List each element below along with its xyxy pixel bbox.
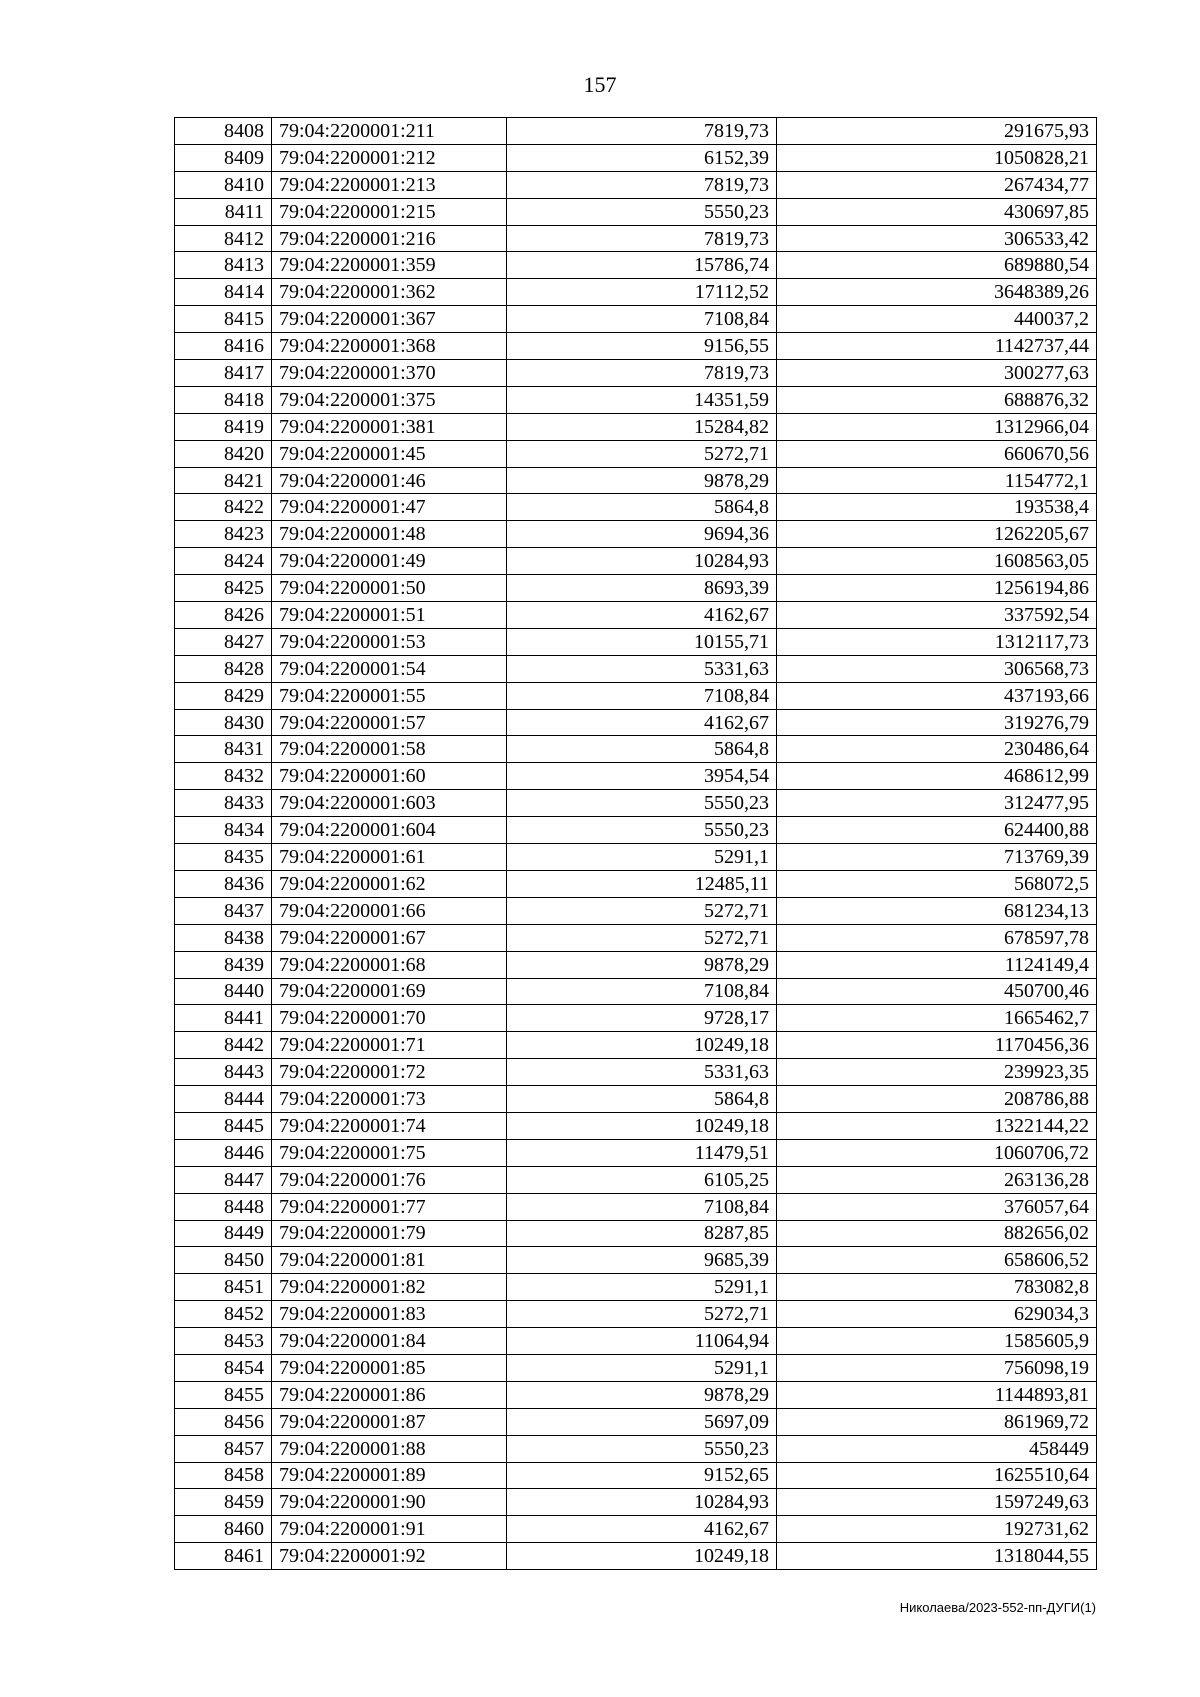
table-row — [175, 1462, 1097, 1489]
table-row — [175, 252, 1097, 279]
value-a-cell: 3954,54 — [507, 763, 777, 790]
value-b-cell: 230486,64 — [777, 736, 1097, 763]
value-b-cell: 239923,35 — [777, 1059, 1097, 1086]
cadastral-number-cell: 79:04:2200001:73 — [272, 1086, 507, 1113]
value-a-cell: 9156,55 — [507, 333, 777, 360]
row-number-cell: 8437 — [175, 897, 272, 924]
value-b-cell: 756098,19 — [777, 1354, 1097, 1381]
cadastral-number-cell: 79:04:2200001:216 — [272, 225, 507, 252]
value-b-cell: 430697,85 — [777, 198, 1097, 225]
table-row — [175, 682, 1097, 709]
value-a-cell: 10249,18 — [507, 1543, 777, 1570]
value-a-cell: 5550,23 — [507, 790, 777, 817]
value-a-cell: 9728,17 — [507, 1005, 777, 1032]
page-number: 157 — [583, 72, 617, 97]
cadastral-number-cell: 79:04:2200001:70 — [272, 1005, 507, 1032]
value-b-cell: 1060706,72 — [777, 1139, 1097, 1166]
cadastral-number-cell: 79:04:2200001:212 — [272, 144, 507, 171]
table-row — [175, 602, 1097, 629]
value-b-cell: 1312117,73 — [777, 628, 1097, 655]
value-a-cell: 7108,84 — [507, 1193, 777, 1220]
value-a-cell: 12485,11 — [507, 870, 777, 897]
value-b-cell: 337592,54 — [777, 602, 1097, 629]
value-b-cell: 1318044,55 — [777, 1543, 1097, 1570]
document-code: Николаева/2023-552-пп-ДУГИ(1) — [899, 1600, 1096, 1615]
table-row — [175, 575, 1097, 602]
table-row — [175, 1139, 1097, 1166]
table-row — [175, 1220, 1097, 1247]
cadastral-number-cell: 79:04:2200001:71 — [272, 1032, 507, 1059]
value-a-cell: 10155,71 — [507, 628, 777, 655]
cadastral-number-cell: 79:04:2200001:79 — [272, 1220, 507, 1247]
table-row — [175, 655, 1097, 682]
row-number-cell: 8431 — [175, 736, 272, 763]
value-b-cell: 319276,79 — [777, 709, 1097, 736]
row-number-cell: 8411 — [175, 198, 272, 225]
value-a-cell: 6152,39 — [507, 144, 777, 171]
value-b-cell: 450700,46 — [777, 978, 1097, 1005]
table-row — [175, 360, 1097, 387]
table-row — [175, 1516, 1097, 1543]
value-b-cell: 1050828,21 — [777, 144, 1097, 171]
cadastral-number-cell: 79:04:2200001:57 — [272, 709, 507, 736]
table-body — [175, 118, 1097, 1570]
row-number-cell: 8436 — [175, 870, 272, 897]
value-b-cell: 1597249,63 — [777, 1489, 1097, 1516]
cadastral-number-cell: 79:04:2200001:88 — [272, 1435, 507, 1462]
value-b-cell: 458449 — [777, 1435, 1097, 1462]
value-a-cell: 9685,39 — [507, 1247, 777, 1274]
value-b-cell: 713769,39 — [777, 844, 1097, 871]
cadastral-number-cell: 79:04:2200001:81 — [272, 1247, 507, 1274]
cadastral-number-cell: 79:04:2200001:72 — [272, 1059, 507, 1086]
value-a-cell: 5272,71 — [507, 1301, 777, 1328]
table-row — [175, 386, 1097, 413]
row-number-cell: 8447 — [175, 1166, 272, 1193]
cadastral-number-cell: 79:04:2200001:368 — [272, 333, 507, 360]
value-b-cell: 306568,73 — [777, 655, 1097, 682]
row-number-cell: 8414 — [175, 279, 272, 306]
table-row — [175, 709, 1097, 736]
value-a-cell: 5864,8 — [507, 1086, 777, 1113]
cadastral-number-cell: 79:04:2200001:83 — [272, 1301, 507, 1328]
cadastral-number-cell: 79:04:2200001:89 — [272, 1462, 507, 1489]
value-b-cell: 658606,52 — [777, 1247, 1097, 1274]
row-number-cell: 8443 — [175, 1059, 272, 1086]
cadastral-number-cell: 79:04:2200001:603 — [272, 790, 507, 817]
cadastral-number-cell: 79:04:2200001:86 — [272, 1381, 507, 1408]
value-b-cell: 300277,63 — [777, 360, 1097, 387]
cadastral-number-cell: 79:04:2200001:84 — [272, 1328, 507, 1355]
cadastral-number-cell: 79:04:2200001:74 — [272, 1112, 507, 1139]
cadastral-number-cell: 79:04:2200001:87 — [272, 1408, 507, 1435]
row-number-cell: 8446 — [175, 1139, 272, 1166]
row-number-cell: 8438 — [175, 924, 272, 951]
cadastral-number-cell: 79:04:2200001:381 — [272, 413, 507, 440]
table-row — [175, 548, 1097, 575]
row-number-cell: 8423 — [175, 521, 272, 548]
value-b-cell: 1154772,1 — [777, 467, 1097, 494]
cadastral-number-cell: 79:04:2200001:604 — [272, 817, 507, 844]
row-number-cell: 8419 — [175, 413, 272, 440]
cadastral-number-cell: 79:04:2200001:48 — [272, 521, 507, 548]
table-row — [175, 118, 1097, 145]
row-number-cell: 8434 — [175, 817, 272, 844]
value-a-cell: 11064,94 — [507, 1328, 777, 1355]
row-number-cell: 8410 — [175, 171, 272, 198]
row-number-cell: 8433 — [175, 790, 272, 817]
value-b-cell: 3648389,26 — [777, 279, 1097, 306]
row-number-cell: 8426 — [175, 602, 272, 629]
table-row — [175, 279, 1097, 306]
row-number-cell: 8409 — [175, 144, 272, 171]
value-a-cell: 7108,84 — [507, 306, 777, 333]
row-number-cell: 8416 — [175, 333, 272, 360]
value-b-cell: 568072,5 — [777, 870, 1097, 897]
value-a-cell: 4162,67 — [507, 1516, 777, 1543]
value-b-cell: 882656,02 — [777, 1220, 1097, 1247]
cadastral-number-cell: 79:04:2200001:68 — [272, 951, 507, 978]
cadastral-number-cell: 79:04:2200001:51 — [272, 602, 507, 629]
cadastral-number-cell: 79:04:2200001:215 — [272, 198, 507, 225]
cadastral-number-cell: 79:04:2200001:46 — [272, 467, 507, 494]
value-a-cell: 15284,82 — [507, 413, 777, 440]
value-a-cell: 5291,1 — [507, 1354, 777, 1381]
cadastral-number-cell: 79:04:2200001:77 — [272, 1193, 507, 1220]
table-row — [175, 494, 1097, 521]
row-number-cell: 8452 — [175, 1301, 272, 1328]
value-a-cell: 4162,67 — [507, 709, 777, 736]
row-number-cell: 8429 — [175, 682, 272, 709]
table-row — [175, 413, 1097, 440]
table-row — [175, 1166, 1097, 1193]
value-b-cell: 1256194,86 — [777, 575, 1097, 602]
value-b-cell: 681234,13 — [777, 897, 1097, 924]
value-a-cell: 5550,23 — [507, 198, 777, 225]
value-b-cell: 1124149,4 — [777, 951, 1097, 978]
value-b-cell: 440037,2 — [777, 306, 1097, 333]
cadastral-number-cell: 79:04:2200001:62 — [272, 870, 507, 897]
value-b-cell: 312477,95 — [777, 790, 1097, 817]
cadastral-number-cell: 79:04:2200001:76 — [272, 1166, 507, 1193]
cadastral-number-cell: 79:04:2200001:367 — [272, 306, 507, 333]
value-b-cell: 263136,28 — [777, 1166, 1097, 1193]
row-number-cell: 8422 — [175, 494, 272, 521]
row-number-cell: 8412 — [175, 225, 272, 252]
cadastral-number-cell: 79:04:2200001:82 — [272, 1274, 507, 1301]
row-number-cell: 8428 — [175, 655, 272, 682]
table-row — [175, 1032, 1097, 1059]
table-row — [175, 1112, 1097, 1139]
cadastral-number-cell: 79:04:2200001:66 — [272, 897, 507, 924]
value-b-cell: 689880,54 — [777, 252, 1097, 279]
value-a-cell: 6105,25 — [507, 1166, 777, 1193]
value-a-cell: 17112,52 — [507, 279, 777, 306]
value-b-cell: 783082,8 — [777, 1274, 1097, 1301]
table-row — [175, 870, 1097, 897]
value-b-cell: 660670,56 — [777, 440, 1097, 467]
cadastral-number-cell: 79:04:2200001:67 — [272, 924, 507, 951]
value-a-cell: 10249,18 — [507, 1112, 777, 1139]
cadastral-number-cell: 79:04:2200001:90 — [272, 1489, 507, 1516]
table-row — [175, 1543, 1097, 1570]
row-number-cell: 8450 — [175, 1247, 272, 1274]
row-number-cell: 8413 — [175, 252, 272, 279]
table-row — [175, 1381, 1097, 1408]
value-b-cell: 1262205,67 — [777, 521, 1097, 548]
value-a-cell: 5272,71 — [507, 924, 777, 951]
row-number-cell: 8448 — [175, 1193, 272, 1220]
value-a-cell: 7819,73 — [507, 225, 777, 252]
cadastral-number-cell: 79:04:2200001:50 — [272, 575, 507, 602]
cadastral-number-cell: 79:04:2200001:55 — [272, 682, 507, 709]
table-row — [175, 1328, 1097, 1355]
row-number-cell: 8459 — [175, 1489, 272, 1516]
value-a-cell: 9878,29 — [507, 951, 777, 978]
value-b-cell: 678597,78 — [777, 924, 1097, 951]
table-row — [175, 467, 1097, 494]
table-row — [175, 225, 1097, 252]
cadastral-number-cell: 79:04:2200001:45 — [272, 440, 507, 467]
row-number-cell: 8457 — [175, 1435, 272, 1462]
table-row — [175, 1059, 1097, 1086]
table-row — [175, 198, 1097, 225]
value-a-cell: 7819,73 — [507, 171, 777, 198]
cadastral-number-cell: 79:04:2200001:69 — [272, 978, 507, 1005]
value-b-cell: 267434,77 — [777, 171, 1097, 198]
value-b-cell: 1665462,7 — [777, 1005, 1097, 1032]
value-a-cell: 15786,74 — [507, 252, 777, 279]
value-b-cell: 1312966,04 — [777, 413, 1097, 440]
value-a-cell: 5550,23 — [507, 817, 777, 844]
row-number-cell: 8425 — [175, 575, 272, 602]
row-number-cell: 8430 — [175, 709, 272, 736]
value-a-cell: 9878,29 — [507, 467, 777, 494]
row-number-cell: 8453 — [175, 1328, 272, 1355]
value-a-cell: 5331,63 — [507, 1059, 777, 1086]
value-a-cell: 7108,84 — [507, 682, 777, 709]
value-b-cell: 437193,66 — [777, 682, 1097, 709]
value-a-cell: 7819,73 — [507, 118, 777, 145]
value-a-cell: 5864,8 — [507, 494, 777, 521]
cadastral-number-cell: 79:04:2200001:54 — [272, 655, 507, 682]
row-number-cell: 8408 — [175, 118, 272, 145]
value-a-cell: 9694,36 — [507, 521, 777, 548]
row-number-cell: 8424 — [175, 548, 272, 575]
row-number-cell: 8455 — [175, 1381, 272, 1408]
table-row — [175, 1274, 1097, 1301]
table-row — [175, 844, 1097, 871]
row-number-cell: 8421 — [175, 467, 272, 494]
cadastral-number-cell: 79:04:2200001:362 — [272, 279, 507, 306]
row-number-cell: 8454 — [175, 1354, 272, 1381]
cadastral-number-cell: 79:04:2200001:375 — [272, 386, 507, 413]
row-number-cell: 8451 — [175, 1274, 272, 1301]
value-a-cell: 9878,29 — [507, 1381, 777, 1408]
value-b-cell: 291675,93 — [777, 118, 1097, 145]
value-b-cell: 192731,62 — [777, 1516, 1097, 1543]
row-number-cell: 8460 — [175, 1516, 272, 1543]
value-a-cell: 5331,63 — [507, 655, 777, 682]
table-row — [175, 817, 1097, 844]
value-b-cell: 376057,64 — [777, 1193, 1097, 1220]
value-b-cell: 629034,3 — [777, 1301, 1097, 1328]
row-number-cell: 8415 — [175, 306, 272, 333]
value-b-cell: 1625510,64 — [777, 1462, 1097, 1489]
row-number-cell: 8445 — [175, 1112, 272, 1139]
value-a-cell: 5272,71 — [507, 897, 777, 924]
row-number-cell: 8432 — [175, 763, 272, 790]
table-row — [175, 736, 1097, 763]
row-number-cell: 8435 — [175, 844, 272, 871]
value-a-cell: 5550,23 — [507, 1435, 777, 1462]
cadastral-number-cell: 79:04:2200001:213 — [272, 171, 507, 198]
table-row — [175, 144, 1097, 171]
value-a-cell: 10249,18 — [507, 1032, 777, 1059]
row-number-cell: 8458 — [175, 1462, 272, 1489]
row-number-cell: 8456 — [175, 1408, 272, 1435]
value-b-cell: 468612,99 — [777, 763, 1097, 790]
row-number-cell: 8449 — [175, 1220, 272, 1247]
value-a-cell: 5697,09 — [507, 1408, 777, 1435]
value-b-cell: 1608563,05 — [777, 548, 1097, 575]
cadastral-number-cell: 79:04:2200001:49 — [272, 548, 507, 575]
value-a-cell: 7108,84 — [507, 978, 777, 1005]
table-row — [175, 1489, 1097, 1516]
value-a-cell: 14351,59 — [507, 386, 777, 413]
table-row — [175, 924, 1097, 951]
table-row — [175, 521, 1097, 548]
value-a-cell: 5291,1 — [507, 844, 777, 871]
value-a-cell: 8693,39 — [507, 575, 777, 602]
cadastral-number-cell: 79:04:2200001:370 — [272, 360, 507, 387]
value-a-cell: 5272,71 — [507, 440, 777, 467]
value-b-cell: 624400,88 — [777, 817, 1097, 844]
table-row — [175, 1086, 1097, 1113]
cadastral-number-cell: 79:04:2200001:75 — [272, 1139, 507, 1166]
table-row — [175, 628, 1097, 655]
value-b-cell: 208786,88 — [777, 1086, 1097, 1113]
value-b-cell: 1322144,22 — [777, 1112, 1097, 1139]
value-a-cell: 11479,51 — [507, 1139, 777, 1166]
table-row — [175, 1005, 1097, 1032]
row-number-cell: 8461 — [175, 1543, 272, 1570]
table-row — [175, 1247, 1097, 1274]
table-row — [175, 763, 1097, 790]
value-a-cell: 7819,73 — [507, 360, 777, 387]
row-number-cell: 8417 — [175, 360, 272, 387]
cadastral-number-cell: 79:04:2200001:58 — [272, 736, 507, 763]
value-a-cell: 9152,65 — [507, 1462, 777, 1489]
value-a-cell: 5291,1 — [507, 1274, 777, 1301]
cadastral-number-cell: 79:04:2200001:47 — [272, 494, 507, 521]
cadastral-number-cell: 79:04:2200001:92 — [272, 1543, 507, 1570]
value-a-cell: 8287,85 — [507, 1220, 777, 1247]
table-row — [175, 1408, 1097, 1435]
value-b-cell: 1142737,44 — [777, 333, 1097, 360]
row-number-cell: 8427 — [175, 628, 272, 655]
cadastral-value-table — [174, 117, 1097, 1570]
row-number-cell: 8442 — [175, 1032, 272, 1059]
table-row — [175, 171, 1097, 198]
cadastral-number-cell: 79:04:2200001:53 — [272, 628, 507, 655]
table-row — [175, 440, 1097, 467]
value-b-cell: 688876,32 — [777, 386, 1097, 413]
table-row — [175, 951, 1097, 978]
row-number-cell: 8418 — [175, 386, 272, 413]
table-row — [175, 1354, 1097, 1381]
table-row — [175, 790, 1097, 817]
table-row — [175, 1193, 1097, 1220]
cadastral-number-cell: 79:04:2200001:91 — [272, 1516, 507, 1543]
cadastral-number-cell: 79:04:2200001:211 — [272, 118, 507, 145]
row-number-cell: 8440 — [175, 978, 272, 1005]
row-number-cell: 8439 — [175, 951, 272, 978]
value-b-cell: 861969,72 — [777, 1408, 1097, 1435]
value-b-cell: 193538,4 — [777, 494, 1097, 521]
cadastral-number-cell: 79:04:2200001:359 — [272, 252, 507, 279]
value-b-cell: 1585605,9 — [777, 1328, 1097, 1355]
value-a-cell: 4162,67 — [507, 602, 777, 629]
table-row — [175, 1435, 1097, 1462]
value-b-cell: 1144893,81 — [777, 1381, 1097, 1408]
value-a-cell: 10284,93 — [507, 548, 777, 575]
row-number-cell: 8444 — [175, 1086, 272, 1113]
table-row — [175, 333, 1097, 360]
table-row — [175, 978, 1097, 1005]
value-b-cell: 306533,42 — [777, 225, 1097, 252]
value-a-cell: 10284,93 — [507, 1489, 777, 1516]
row-number-cell: 8441 — [175, 1005, 272, 1032]
cadastral-number-cell: 79:04:2200001:85 — [272, 1354, 507, 1381]
table-row — [175, 306, 1097, 333]
value-a-cell: 5864,8 — [507, 736, 777, 763]
table-row — [175, 1301, 1097, 1328]
value-b-cell: 1170456,36 — [777, 1032, 1097, 1059]
cadastral-number-cell: 79:04:2200001:61 — [272, 844, 507, 871]
row-number-cell: 8420 — [175, 440, 272, 467]
cadastral-number-cell: 79:04:2200001:60 — [272, 763, 507, 790]
table-row — [175, 897, 1097, 924]
